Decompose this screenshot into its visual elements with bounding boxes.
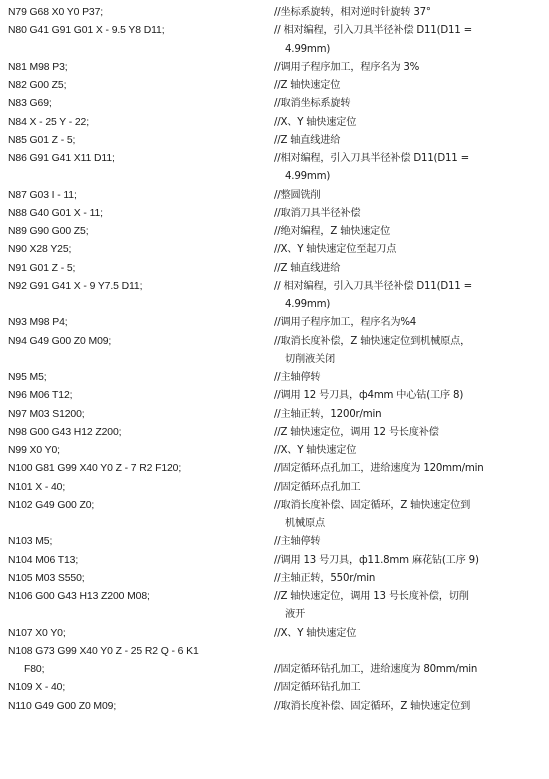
nc-comment	[274, 497, 546, 534]
nc-code	[8, 679, 270, 697]
program-line	[0, 552, 549, 570]
nc-code	[8, 479, 270, 497]
program-line	[0, 205, 549, 223]
nc-code-text: N97 M03 S1200;	[8, 408, 85, 420]
nc-code-text: N106 G00 G43 H13 Z200 M08;	[8, 591, 150, 602]
nc-code-text: N96 M06 T12;	[8, 390, 73, 402]
nc-comment	[274, 59, 546, 77]
nc-code-text: N95 M5;	[8, 372, 47, 383]
nc-code	[8, 314, 270, 332]
nc-code-text: N108 G73 G99 X40 Y0 Z - 25 R2 Q - 6 K1	[8, 645, 199, 657]
nc-code-text: N85 G01 Z - 5;	[8, 134, 76, 146]
nc-code-text: N80 G41 G91 G01 X - 9.5 Y8 D11;	[8, 25, 165, 37]
nc-comment-text: 切削液关闭	[285, 353, 335, 365]
nc-code	[8, 77, 270, 95]
nc-code-text: N84 X - 25 Y - 22;	[8, 116, 89, 128]
nc-code-text: N102 G49 G00 Z0;	[8, 499, 95, 511]
nc-code-text: N88 G40 G01 X - 11;	[8, 207, 103, 219]
program-line	[0, 150, 549, 187]
nc-comment	[274, 205, 546, 223]
nc-code	[8, 625, 270, 643]
nc-comment-text: // 相对编程，引入刀具半径补偿 D11(D11 =	[274, 25, 472, 37]
nc-code	[8, 442, 270, 460]
nc-code-text: N109 X - 40;	[8, 682, 66, 694]
nc-code-text: N110 G49 G00 Z0 M09;	[8, 700, 117, 712]
nc-code	[8, 424, 270, 442]
nc-code-text: N104 M06 T13;	[8, 554, 79, 566]
nc-code-text: N100 G81 G99 X40 Y0 Z - 7 R2 F120;	[8, 463, 182, 475]
nc-code	[8, 533, 270, 551]
nc-comment-text: //主轴正转，1200r/min	[274, 408, 382, 420]
nc-comment	[274, 570, 546, 588]
nc-code	[8, 698, 270, 716]
nc-code	[8, 570, 270, 588]
program-line	[0, 698, 549, 716]
program-line	[0, 369, 549, 387]
nc-code-text: N81 M98 P3;	[8, 61, 68, 73]
nc-comment	[274, 588, 546, 625]
nc-comment	[274, 387, 546, 405]
nc-comment	[274, 442, 546, 460]
program-line	[0, 533, 549, 551]
nc-code	[8, 114, 270, 132]
program-line	[0, 460, 549, 478]
program-line	[0, 479, 549, 497]
program-line	[0, 77, 549, 95]
program-line	[0, 59, 549, 77]
nc-comment-text: //坐标系旋转，相对逆时针旋转 37°	[274, 7, 431, 18]
nc-comment-text: //调用 13 号刀具，ф11.8mm 麻花钻(工序 9)	[274, 554, 479, 566]
nc-comment	[274, 679, 546, 697]
nc-code	[8, 260, 270, 278]
nc-comment-text	[274, 643, 546, 661]
nc-comment-text: //主轴停转	[274, 536, 321, 548]
nc-code	[8, 369, 270, 387]
nc-comment-text: //Z 轴快速定位	[274, 80, 341, 91]
nc-code	[8, 223, 270, 241]
nc-comment-text: 4.99mm)	[285, 171, 331, 183]
nc-code-text: N91 G01 Z - 5;	[8, 262, 76, 274]
nc-comment	[274, 114, 546, 132]
nc-comment	[274, 369, 546, 387]
nc-comment	[274, 241, 546, 259]
nc-code	[8, 205, 270, 223]
nc-code-text: N107 X0 Y0;	[8, 627, 66, 639]
program-line	[0, 497, 549, 534]
program-line	[0, 114, 549, 132]
nc-comment-text: //绝对编程，Z 轴快速定位	[274, 226, 391, 237]
nc-code-text: N98 G00 G43 H12 Z200;	[8, 426, 122, 438]
nc-code	[8, 387, 270, 405]
nc-comment-text: //Z 轴直线进给	[274, 262, 341, 274]
nc-code-text: N105 M03 S550;	[8, 572, 85, 584]
nc-code-text: N83 G69;	[8, 98, 52, 110]
program-line	[0, 223, 549, 241]
program-line	[0, 643, 549, 680]
nc-comment	[274, 95, 546, 113]
nc-comment-text: //相对编程，引入刀具半径补偿 D11(D11 =	[274, 153, 469, 164]
nc-code	[8, 150, 270, 168]
nc-code	[8, 497, 270, 515]
nc-comment-text: 液开	[285, 609, 305, 621]
nc-code-text: N82 G00 Z5;	[8, 80, 67, 91]
program-line	[0, 406, 549, 424]
nc-comment-text: //X、Y 轴快速定位	[274, 627, 357, 639]
nc-code	[8, 333, 270, 351]
nc-code-text: N94 G49 G00 Z0 M09;	[8, 335, 112, 347]
nc-comment	[274, 460, 546, 478]
nc-comment-text: //Z 轴快速定位，调用 13 号长度补偿，切削	[274, 591, 469, 602]
nc-code	[8, 241, 270, 259]
nc-code-text: N86 G91 G41 X11 D11;	[8, 153, 115, 164]
nc-comment-text: //调用子程序加工，程序名为 3%	[274, 61, 420, 73]
nc-comment	[274, 132, 546, 150]
nc-comment-text: //取消长度补偿、固定循环，Z 轴快速定位到	[274, 499, 471, 511]
nc-comment	[274, 223, 546, 241]
nc-code	[8, 588, 270, 606]
nc-comment	[274, 643, 546, 680]
program-line	[0, 314, 549, 332]
program-line	[0, 4, 549, 22]
nc-comment	[274, 533, 546, 551]
nc-comment	[274, 552, 546, 570]
nc-code	[8, 460, 270, 478]
program-line	[0, 625, 549, 643]
nc-code-text: N99 X0 Y0;	[8, 445, 60, 456]
nc-comment-text: //调用 12 号刀具，ф4mm 中心钻(工序 8)	[274, 390, 464, 402]
nc-code	[8, 132, 270, 150]
nc-code-text: N92 G91 G41 X - 9 Y7.5 D11;	[8, 280, 143, 292]
nc-comment-text: //取消长度补偿，Z 轴快速定位到机械原点，	[274, 335, 471, 347]
program-line	[0, 333, 549, 370]
nc-comment	[274, 698, 546, 716]
nc-comment	[274, 150, 546, 187]
nc-code	[8, 95, 270, 113]
program-line	[0, 424, 549, 442]
nc-code	[8, 406, 270, 424]
nc-comment-text: //固定循环钻孔加工	[274, 682, 361, 694]
nc-comment	[274, 260, 546, 278]
nc-comment-text: //整圆铣削	[274, 189, 321, 201]
nc-comment	[274, 424, 546, 442]
program-line	[0, 22, 549, 59]
nc-code-text: N87 G03 I - 11;	[8, 189, 77, 201]
nc-comment-text: //取消长度补偿、固定循环，Z 轴快速定位到	[274, 700, 471, 712]
nc-code	[8, 59, 270, 77]
nc-comment-text: //固定循环钻孔加工，进给速度为 80mm/min	[274, 664, 478, 675]
nc-code-text: N101 X - 40;	[8, 481, 66, 493]
nc-comment	[274, 625, 546, 643]
nc-comment	[274, 77, 546, 95]
program-line	[0, 187, 549, 205]
nc-code	[8, 4, 270, 22]
nc-comment-text: //X、Y 轴快速定位	[274, 116, 357, 128]
nc-comment	[274, 278, 546, 315]
program-line	[0, 442, 549, 460]
program-line	[0, 241, 549, 259]
nc-comment-text: //Z 轴快速定位，调用 12 号长度补偿	[274, 426, 439, 438]
program-line	[0, 679, 549, 697]
nc-comment-text: //调用子程序加工，程序名为%4	[274, 317, 417, 329]
nc-code	[8, 278, 270, 296]
nc-code	[8, 22, 270, 40]
nc-comment	[274, 187, 546, 205]
nc-comment	[274, 406, 546, 424]
program-line	[0, 387, 549, 405]
program-line	[0, 278, 549, 315]
nc-comment	[274, 4, 546, 22]
nc-code-text: F80;	[24, 664, 45, 675]
nc-comment-text: //X、Y 轴快速定位至起刀点	[274, 244, 397, 256]
nc-comment	[274, 314, 546, 332]
program-line	[0, 95, 549, 113]
nc-comment-text: //固定循环点孔加工	[274, 481, 361, 493]
nc-comment	[274, 479, 546, 497]
nc-comment-text: //取消坐标系旋转	[274, 98, 351, 110]
program-line	[0, 588, 549, 625]
nc-code	[8, 643, 270, 680]
nc-code-text: N90 X28 Y25;	[8, 244, 72, 256]
nc-comment-text: 4.99mm)	[285, 43, 331, 55]
nc-comment	[274, 333, 546, 370]
nc-code-text: N89 G90 G00 Z5;	[8, 226, 89, 237]
program-line	[0, 260, 549, 278]
nc-code	[8, 187, 270, 205]
program-line	[0, 570, 549, 588]
nc-comment-text: //主轴停转	[274, 372, 321, 383]
nc-code-text: N103 M5;	[8, 536, 53, 548]
nc-comment-text: 机械原点	[285, 518, 325, 529]
nc-comment-text: //固定循环点孔加工，进给速度为 120mm/min	[274, 463, 484, 475]
nc-code-text: N93 M98 P4;	[8, 317, 68, 329]
nc-comment-text: // 相对编程，引入刀具半径补偿 D11(D11 =	[274, 280, 472, 292]
program-line	[0, 132, 549, 150]
nc-comment-text: 4.99mm)	[285, 299, 331, 310]
nc-code-text: N79 G68 X0 Y0 P37;	[8, 7, 104, 18]
nc-comment-text: //Z 轴直线进给	[274, 134, 341, 146]
nc-comment	[274, 22, 546, 59]
nc-comment-text: //X、Y 轴快速定位	[274, 445, 357, 456]
nc-code	[8, 552, 270, 570]
nc-comment-text: //主轴正转，550r/min	[274, 572, 376, 584]
nc-comment-text: //取消刀具半径补偿	[274, 207, 361, 219]
